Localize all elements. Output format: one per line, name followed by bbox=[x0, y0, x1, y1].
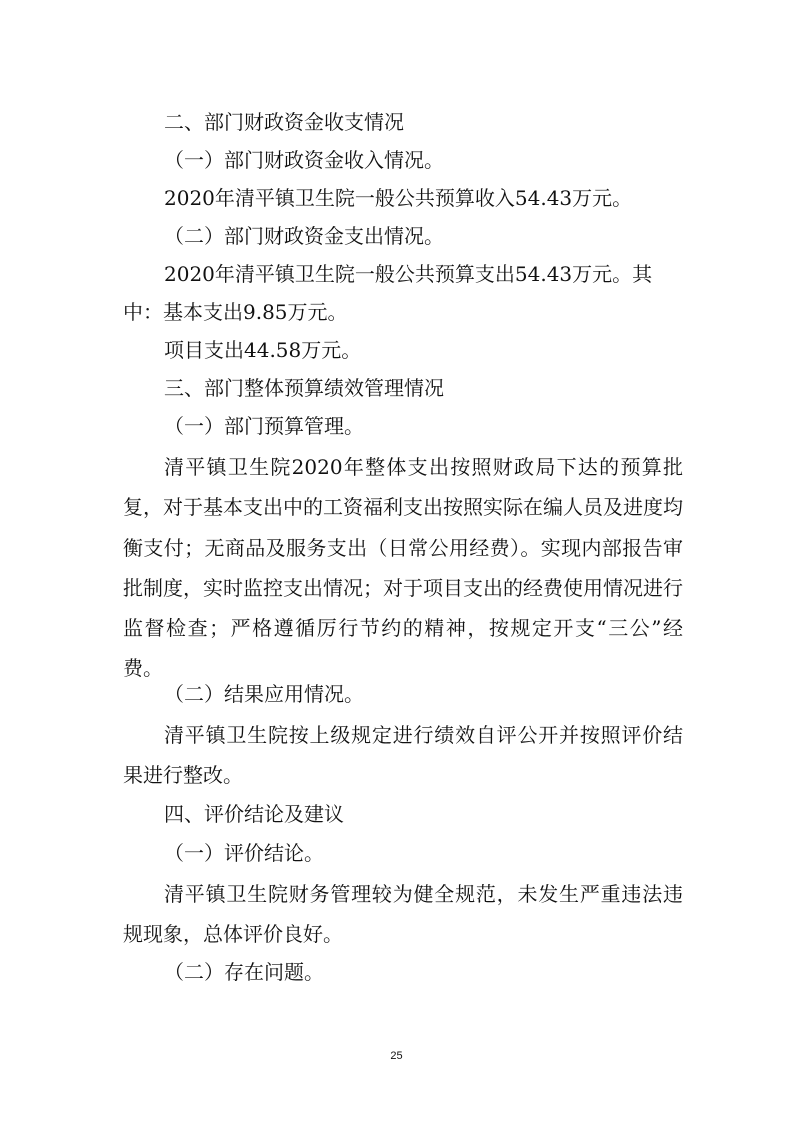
section-4-heading: 四、评价结论及建议 bbox=[164, 802, 344, 826]
section-2-heading: 二、部门财政资金收支情况 bbox=[164, 110, 404, 134]
result-application-paragraph: 清平镇卫生院按上级规定进行绩效自评公开并按照评价结果进行整改。 bbox=[123, 723, 683, 788]
income-paragraph: 2020年清平镇卫生院一般公共预算收入54.43万元。 bbox=[164, 186, 633, 210]
section-3-heading: 三、部门整体预算绩效管理情况 bbox=[164, 376, 444, 400]
page-number: 25 bbox=[390, 1050, 403, 1062]
conclusion-paragraph: 清平镇卫生院财务管理较为健全规范，未发生严重违法违规现象，总体评价良好。 bbox=[123, 882, 683, 947]
section-4-1-heading: （一）评价结论。 bbox=[164, 841, 324, 865]
section-3-2-heading: （二）结果应用情况。 bbox=[164, 682, 364, 706]
expense-paragraph-line-1: 2020年清平镇卫生院一般公共预算支出54.43万元。其 bbox=[164, 262, 653, 286]
section-4-2-heading: （二）存在问题。 bbox=[164, 960, 324, 984]
budget-management-paragraph: 清平镇卫生院2020年整体支出按照财政局下达的预算批复，对于基本支出中的工资福利支出按照实际在编人员及进度均衡支付；无商品及服务支出（日常公用经费）。实现内部报告审批制度，实时监控支出情况；对于项目支出的经费使用情况进行监督检查；严格遵循厉行节约的精神，按规定开支“三公”经费。 bbox=[123, 455, 683, 681]
section-2-2-heading: （二）部门财政资金支出情况。 bbox=[164, 224, 444, 248]
expense-paragraph-line-2: 中：基本支出9.85万元。 bbox=[123, 300, 348, 324]
project-expense-paragraph: 项目支出44.58万元。 bbox=[164, 338, 362, 362]
section-2-1-heading: （一）部门财政资金收入情况。 bbox=[164, 148, 444, 172]
section-3-1-heading: （一）部门预算管理。 bbox=[164, 414, 364, 438]
